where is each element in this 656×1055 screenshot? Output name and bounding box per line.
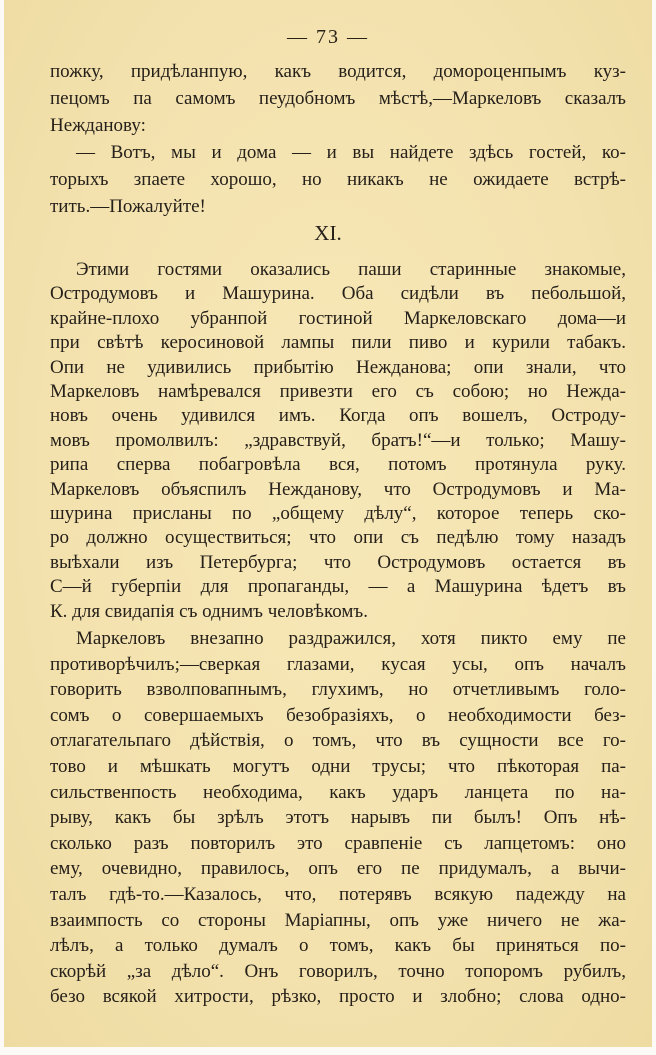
book-page <box>4 0 652 1047</box>
text-line-content: сильственпость необходима, какъ ударъ ланцета по на- <box>50 781 626 803</box>
text-line-content: Нежданову: <box>50 115 146 136</box>
text-line <box>50 87 626 111</box>
text-line-content: пецомъ па самомъ пеудобномъ мѣстѣ,—Маркеловъ сказалъ <box>50 88 626 109</box>
text-line <box>50 551 626 575</box>
text-line-content: С—й губерпіи для пропаганды, — а Машурина ѣдетъ въ <box>50 576 626 598</box>
text-line <box>50 678 626 702</box>
text-line-content: мовъ промолвилъ: „здравствуй, братъ!“—и только; Машу- <box>50 429 626 451</box>
text-line-content: Маркеловъ намѣревался привезти его съ собою; но Нежда- <box>50 381 626 402</box>
text-line <box>50 883 626 907</box>
text-line-content: взаимпость со стороны Маріапны, опъ уже ничего не жа- <box>50 909 626 931</box>
text-line <box>50 195 626 219</box>
text-line <box>50 575 626 599</box>
text-line-content: ему, очевидно, правилось, опъ его пе придумалъ, а вычи- <box>50 858 626 880</box>
text-line-content: безо всякой хитрости, рѣзко, просто и злобно; слова одно- <box>50 986 626 1008</box>
text-line-content: скорѣй „за дѣло“. Онъ говорилъ, точно топоромъ рубилъ, <box>50 960 626 982</box>
text-line-content: талъ гдѣ-то.—Казалось, что, потерявъ всякую падежду на <box>50 884 626 905</box>
text-line <box>76 258 626 282</box>
text-line <box>50 985 626 1009</box>
text-line-content: Маркеловъ внезапно раздражился, хотя пикто ему пе <box>76 628 626 649</box>
text-line <box>50 168 626 192</box>
text-line-content: Маркеловъ объяспилъ Нежданову, что Остродумовъ и Ма- <box>50 478 626 500</box>
text-line-content: торыхъ зпаете хорошо, но никакъ не ожидаете встрѣ- <box>50 169 626 190</box>
text-line-content: К. для свидапія съ однимъ человѣкомъ. <box>50 600 368 622</box>
text-line <box>50 960 626 984</box>
text-line-content: сомъ о совершаемыхъ безобразіяхъ, о необходимости без- <box>50 704 626 726</box>
text-line-content: при свѣтѣ керосиновой лампы пили пиво и курили табакъ. <box>50 332 626 354</box>
page-number: — 73 — <box>287 26 369 48</box>
text-line-content: выѣхали изъ Петербурга; что Остродумовъ остается въ <box>50 551 626 573</box>
text-line <box>50 282 626 306</box>
text-line-content: сколько разъ повторилъ это сравпеніе съ лапцетомъ: оно <box>50 832 626 854</box>
text-line <box>50 781 626 805</box>
text-line-content: крайне-плохо убранпой гостиной Маркеловскаго дома—и <box>50 307 626 329</box>
text-line-content: говорить взволповапнымъ, глухимъ, но отчетливымъ голо- <box>50 679 626 701</box>
text-line <box>50 909 626 933</box>
text-line <box>50 356 626 380</box>
text-line <box>50 832 626 856</box>
text-line-content: новъ очень удивился имъ. Когда опъ вошелъ, Остроду- <box>50 405 626 427</box>
text-line <box>50 60 626 84</box>
text-line <box>50 114 626 138</box>
text-line-content: отлагательпаго дѣйствія, о томъ, что въ сущности все го- <box>50 730 626 752</box>
text-line-content: Этими гостями оказались паши старинные знакомые, <box>76 259 626 280</box>
text-line <box>50 478 626 502</box>
text-line-content: рипа сперва побагровѣла вся, потомъ протянула руку. <box>50 454 626 476</box>
text-line <box>50 331 626 355</box>
text-line <box>50 502 626 526</box>
text-line-content: противорѣчилъ;—сверкая глазами, кусая усы, опъ началъ <box>50 653 626 675</box>
text-line <box>50 307 626 331</box>
text-line <box>50 729 626 753</box>
text-line-content: — Вотъ, мы и дома — и вы найдете здѣсь гостей, ко- <box>76 142 626 163</box>
text-line-content: тово и мѣшкать могутъ одни трусы; что пѣкоторая па- <box>50 756 626 777</box>
text-line-content: шурина присланы по „общему дѣлу“, которое теперь ско- <box>50 503 626 524</box>
text-line-content: тить.—Пожалуйте! <box>50 196 206 217</box>
text-line-content: Опи не удивились прибытію Нежданова; опи знали, что <box>50 356 626 378</box>
text-line <box>50 704 626 728</box>
text-line-content: пожку, придѣланпую, какъ водится, домороценпымъ куз- <box>50 61 626 82</box>
text-line <box>50 755 626 779</box>
text-line-content: лѣлъ, а только думалъ о томъ, какъ бы приняться по- <box>50 935 626 957</box>
text-line <box>50 857 626 881</box>
text-line-content: рыву, какъ бы зрѣлъ этотъ нарывъ пи былъ! Опъ нѣ- <box>50 807 626 829</box>
text-line <box>50 380 626 404</box>
text-line <box>76 141 626 165</box>
text-line <box>50 453 626 477</box>
text-line <box>50 806 626 830</box>
text-line-content: Остродумовъ и Машурина. Оба сидѣли въ пебольшой, <box>50 283 626 305</box>
text-line <box>50 934 626 958</box>
text-line-content: ро должно осуществиться; что опи съ педѣлю тому назадъ <box>50 527 626 549</box>
text-line <box>76 627 626 651</box>
text-line <box>50 404 626 428</box>
text-line <box>50 526 626 550</box>
text-line <box>50 653 626 677</box>
text-line <box>50 429 626 453</box>
chapter-heading: XI. <box>314 221 342 245</box>
text-line <box>50 600 626 624</box>
